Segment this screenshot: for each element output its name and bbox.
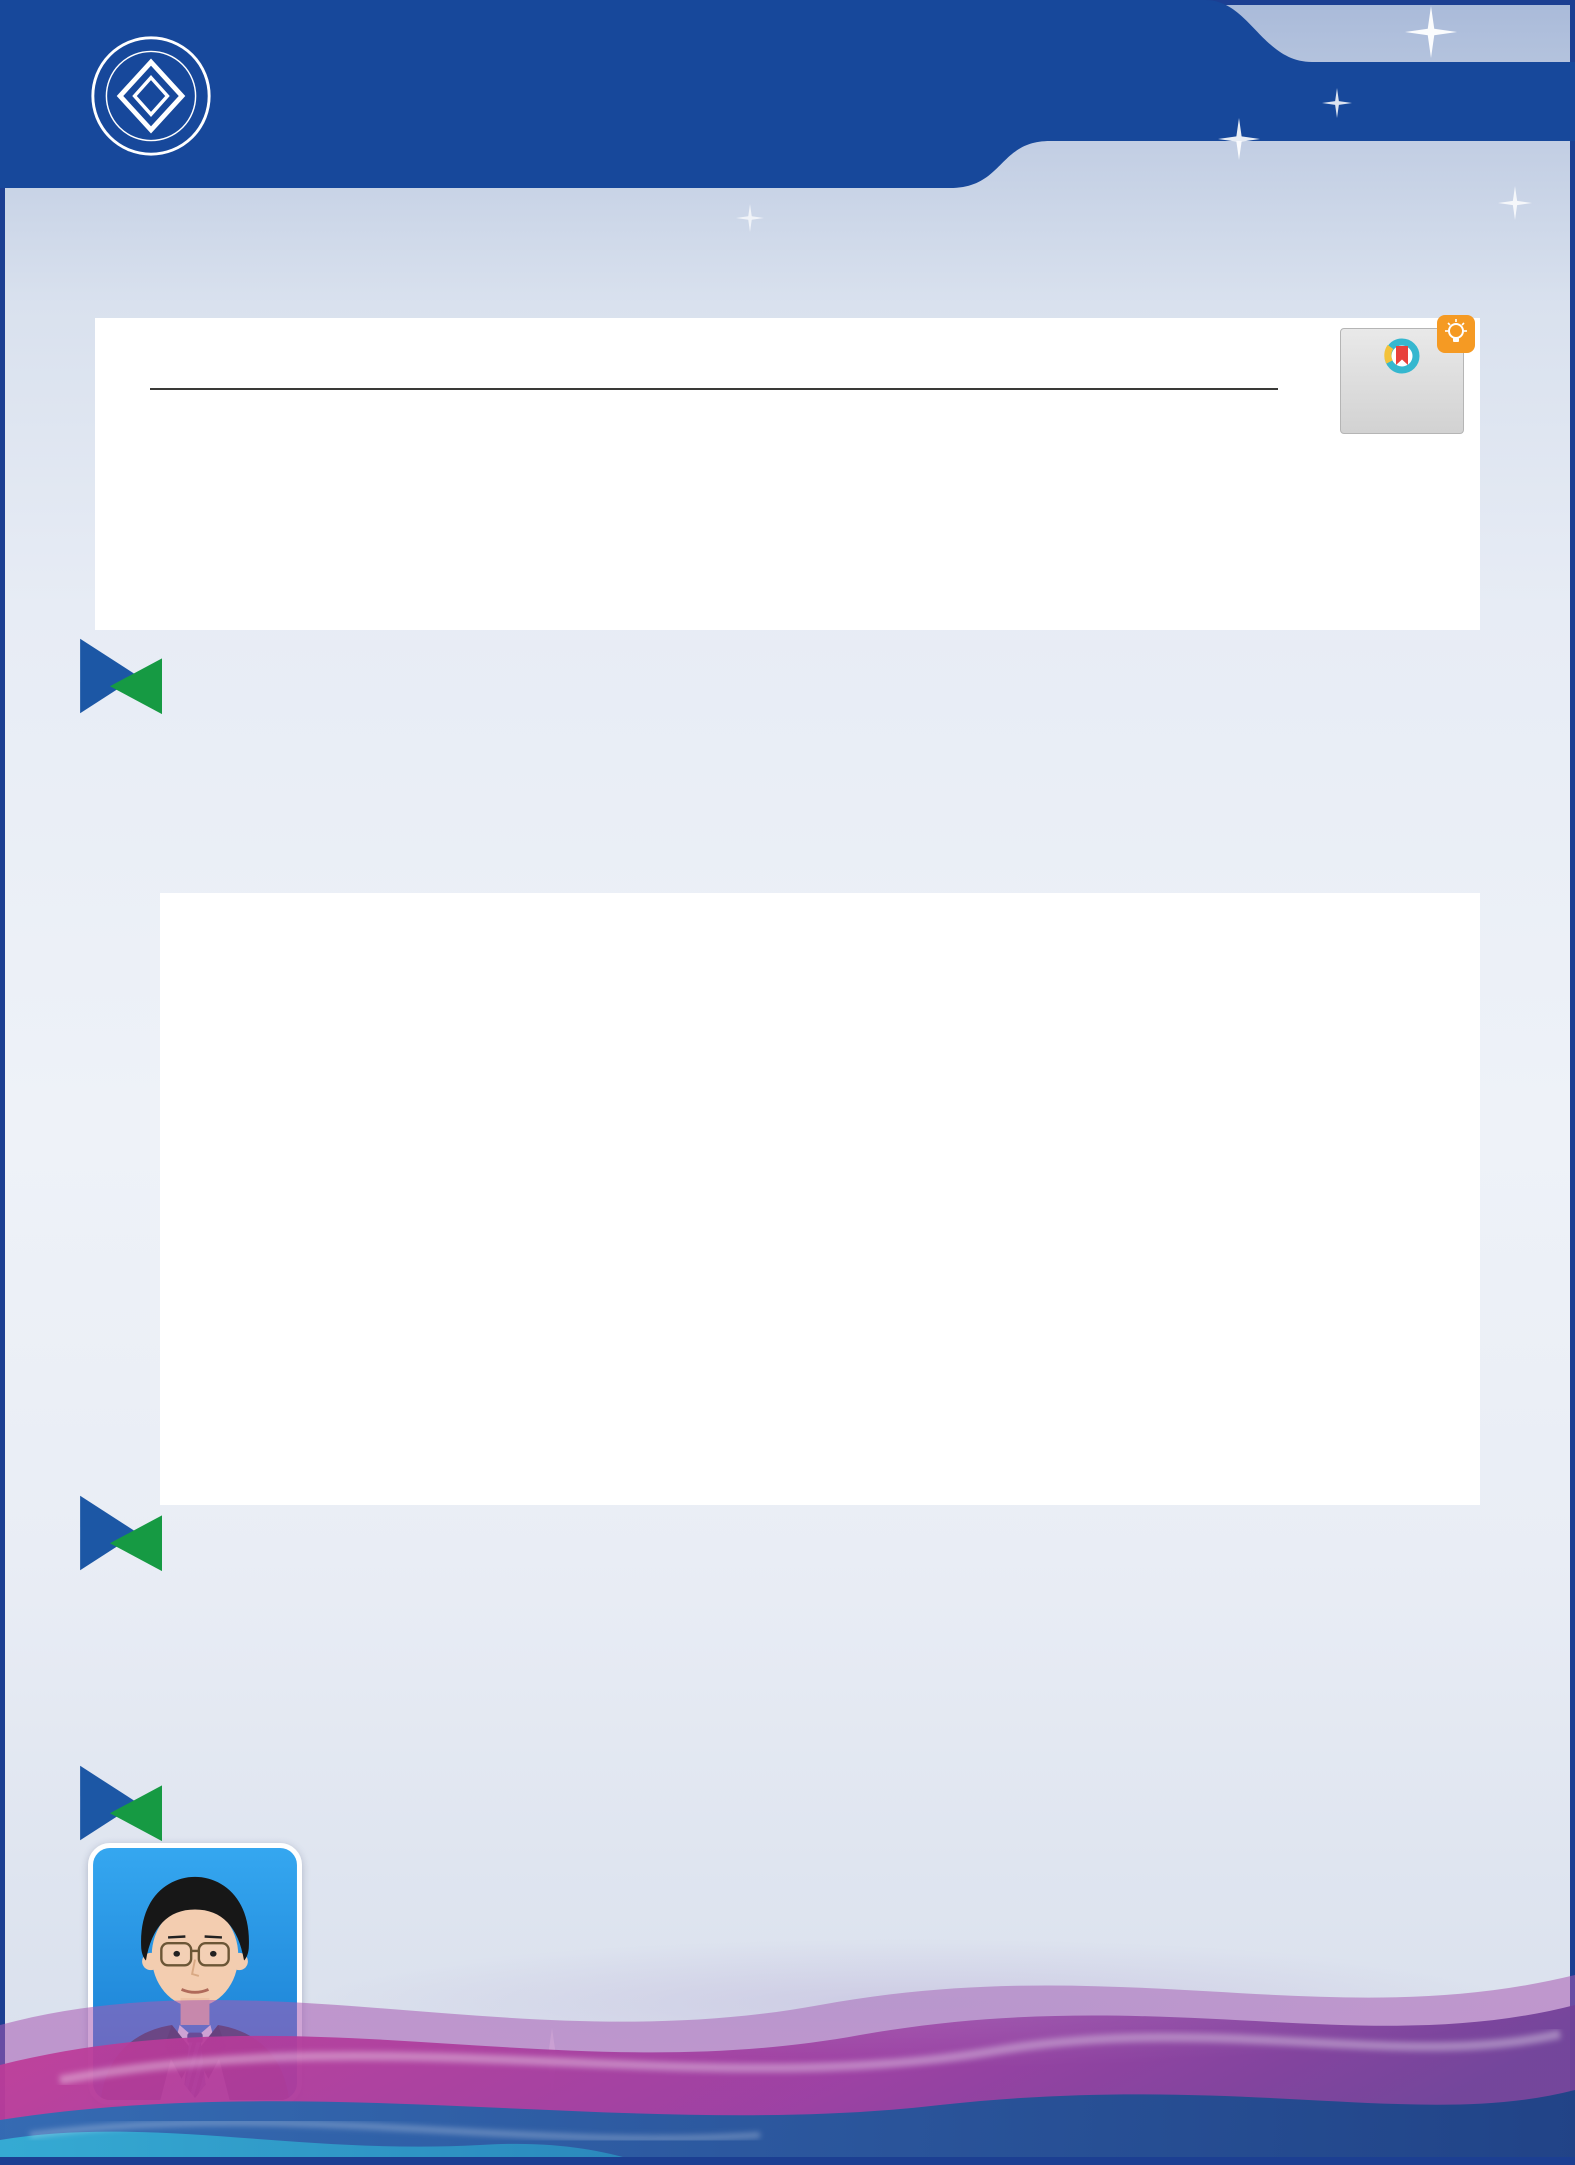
crossmark-icon	[1379, 335, 1425, 379]
section-header-achievements	[80, 636, 186, 716]
figures-background	[160, 893, 1480, 1505]
lightbulb-icon	[1437, 315, 1475, 353]
sparkle-icon	[736, 204, 764, 232]
university-logo-icon	[88, 33, 214, 159]
check-for-updates-badge	[1340, 328, 1464, 434]
section-header-peer-review	[80, 1493, 186, 1573]
sparkle-icon	[1498, 186, 1532, 220]
bottom-strip	[0, 2157, 1575, 2165]
background-wash	[300, 1938, 1520, 2068]
section-header-bio	[80, 1763, 186, 1843]
section-arrow-icon	[80, 1493, 164, 1573]
banner	[88, 26, 298, 166]
kicker-rule	[150, 388, 1278, 390]
section-arrow-icon	[80, 636, 164, 716]
section-arrow-icon	[80, 1763, 164, 1843]
paper-card	[95, 318, 1480, 630]
